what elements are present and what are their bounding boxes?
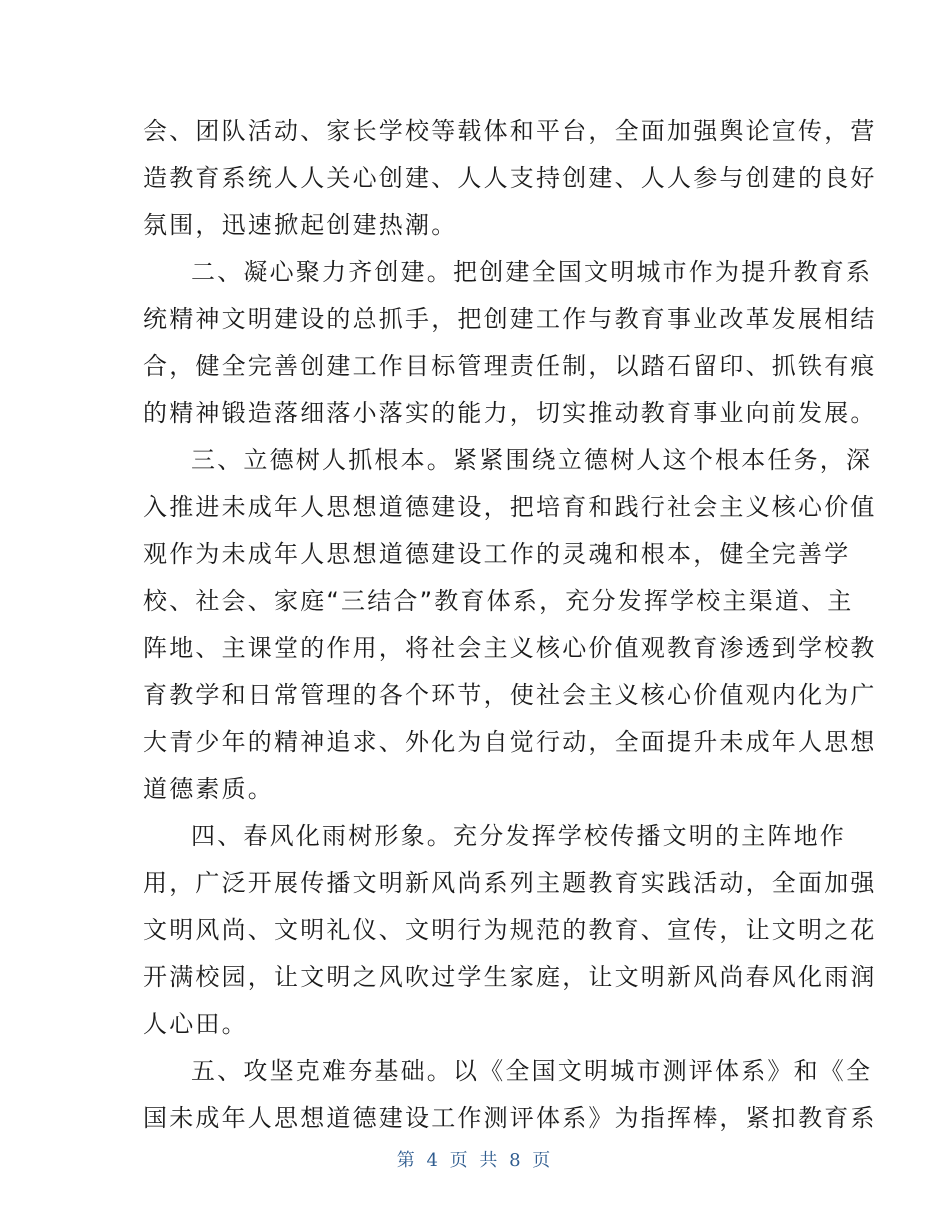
paragraph-first-line: 二、凝心聚力齐创建。把创建全国文明城市作为提升教育系 <box>191 258 873 286</box>
text-line: 大青少年的精神追求、外化为自觉行动，全面提升未成年人思想 <box>143 728 877 756</box>
paragraph-first-line: 四、春风化雨树形象。充分发挥学校传播文明的主阵地作 <box>191 822 846 850</box>
page-number-footer: 第 4 页 共 8 页 <box>396 1150 554 1171</box>
text-line: 校、社会、家庭“三结合”教育体系，充分发挥学校主渠道、主 <box>143 587 854 615</box>
text-line: 的精神锻造落细落小落实的能力，切实推动教育事业向前发展。 <box>143 399 877 427</box>
paragraph-first-line: 三、立德树人抓根本。紧紧围绕立德树人这个根本任务，深 <box>191 446 873 474</box>
text-line: 用，广泛开展传播文明新风尚系列主题教育实践活动，全面加强 <box>143 869 877 897</box>
text-line: 入推进未成年人思想道德建设，把培育和践行社会主义核心价值 <box>143 493 877 521</box>
text-line: 开满校园，让文明之风吹过学生家庭，让文明新风尚春风化雨润 <box>143 963 877 991</box>
text-line: 阵地、主课堂的作用，将社会主义核心价值观教育渗透到学校教 <box>143 634 877 662</box>
text-line: 统精神文明建设的总抓手，把创建工作与教育事业改革发展相结 <box>143 305 877 333</box>
text-line: 观作为未成年人思想道德建设工作的灵魂和根本，健全完善学 <box>143 540 851 568</box>
text-line: 道德素质。 <box>143 775 274 803</box>
document-body <box>143 108 877 1142</box>
text-line: 育教学和日常管理的各个环节，使社会主义核心价值观内化为广 <box>143 681 877 709</box>
text-line: 人心田。 <box>143 1010 248 1038</box>
text-line: 国未成年人思想道德建设工作测评体系》为指挥棒，紧扣教育系 <box>143 1104 877 1132</box>
text-line: 会、团队活动、家长学校等载体和平台，全面加强舆论宣传，营 <box>143 117 877 145</box>
text-line: 氛围，迅速掀起创建热潮。 <box>143 211 458 239</box>
text-line: 合，健全完善创建工作目标管理责任制，以踏石留印、抓铁有痕 <box>143 352 877 380</box>
text-line: 文明风尚、文明礼仪、文明行为规范的教育、宣传，让文明之花 <box>143 916 877 944</box>
paragraph-first-line: 五、攻坚克难夯基础。以《全国文明城市测评体系》和《全 <box>191 1057 873 1085</box>
text-line: 造教育系统人人关心创建、人人支持创建、人人参与创建的良好 <box>143 164 877 192</box>
